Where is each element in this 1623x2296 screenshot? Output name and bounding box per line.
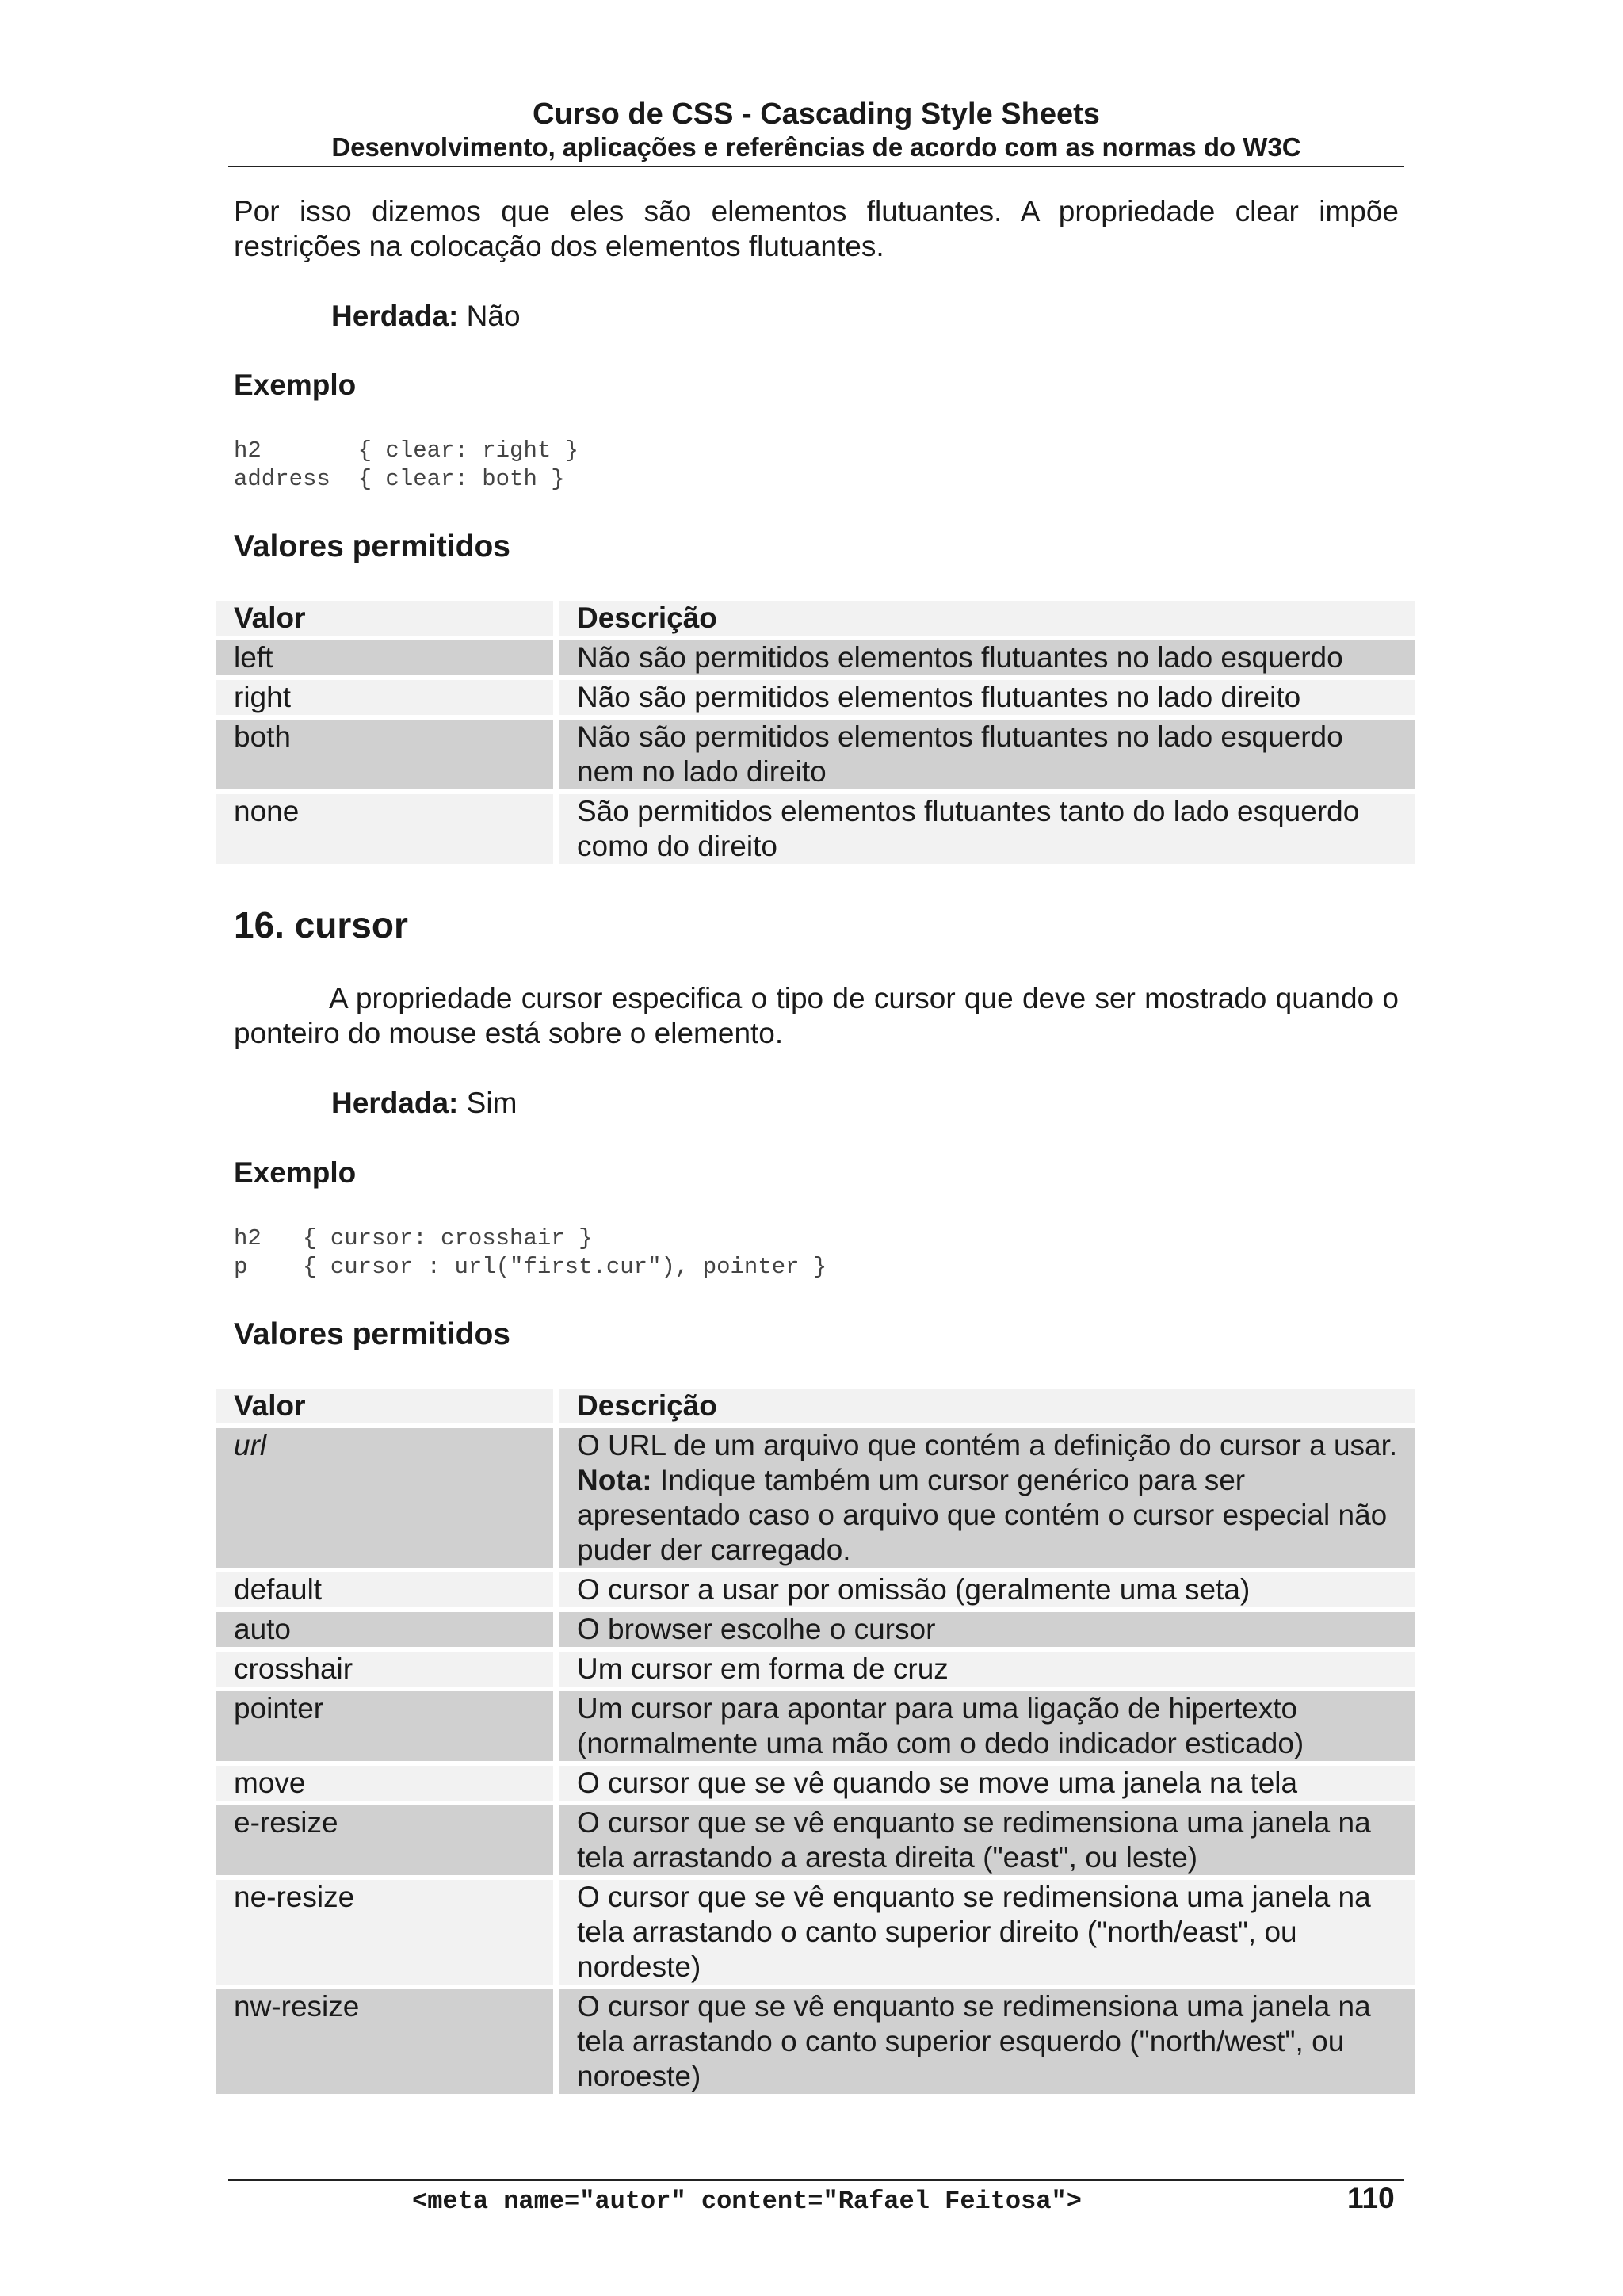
col-header-value: Valor: [216, 1389, 559, 1423]
url-desc-before: O URL de um arquivo que contém a definição do cursor a usar.: [577, 1429, 1398, 1461]
value-cell: pointer: [216, 1691, 559, 1761]
value-cell: nw-resize: [216, 1989, 559, 2094]
cursor-code-block: [234, 1224, 827, 1282]
inherited-value: Sim: [466, 1087, 517, 1119]
code-line: h2 { clear: right }: [234, 437, 579, 464]
table-row: [216, 1652, 1415, 1687]
value-cell: both: [216, 720, 559, 789]
value-cell: right: [216, 680, 559, 715]
desc-cell: Não são permitidos elementos flutuantes no lado esquerdo nem no lado direito: [559, 720, 1415, 789]
desc-cell: O cursor que se vê quando se move uma janela na tela: [559, 1766, 1415, 1801]
header-rule: [228, 166, 1404, 167]
cursor-values-heading: Valores permitidos: [234, 1317, 510, 1351]
desc-cell: O browser escolhe o cursor: [559, 1612, 1415, 1647]
table-row: [216, 1612, 1415, 1647]
table-row: [216, 1880, 1415, 1985]
table-row: [216, 1805, 1415, 1875]
value-cell: auto: [216, 1612, 559, 1647]
desc-cell: Não são permitidos elementos flutuantes no lado direito: [559, 680, 1415, 715]
url-desc-after: Indique também um cursor genérico para ser apresentado caso o arquivo que contém o cursor especial não puder der carregado.: [577, 1464, 1388, 1566]
value-cell: move: [216, 1766, 559, 1801]
col-header-desc: Descrição: [559, 601, 1415, 636]
desc-cell: O cursor que se vê enquanto se redimensiona uma janela na tela arrastando o canto superior esquerdo ("north/west", ou noroeste): [559, 1989, 1415, 2094]
value-cell: default: [216, 1572, 559, 1607]
table-header-row: [216, 1389, 1415, 1423]
footer-rule: [228, 2179, 1404, 2181]
clear-values-table: [216, 596, 1415, 869]
inherited-label: Herdada:: [331, 1087, 459, 1119]
note-label: Nota:: [577, 1464, 652, 1496]
value-cell: crosshair: [216, 1652, 559, 1687]
table-row: [216, 1989, 1415, 2094]
footer-meta-text: <meta name="autor" content="Rafael Feitosa">: [412, 2187, 1082, 2216]
cursor-inherited-line: [331, 1086, 517, 1121]
clear-values-heading: Valores permitidos: [234, 529, 510, 563]
table-row: [216, 1428, 1415, 1568]
desc-cell: Não são permitidos elementos flutuantes no lado esquerdo: [559, 640, 1415, 675]
value-cell: ne-resize: [216, 1880, 559, 1985]
value-cell: [216, 1428, 559, 1568]
table-header-row: [216, 601, 1415, 636]
code-line: p { cursor : url("first.cur"), pointer }: [234, 1254, 827, 1280]
cursor-intro-text: A propriedade cursor especifica o tipo de cursor que deve ser mostrado quando o ponteiro do mouse está sobre o elemento.: [234, 982, 1399, 1049]
table-row: [216, 680, 1415, 715]
table-row: [216, 794, 1415, 864]
table-row: [216, 1572, 1415, 1607]
cursor-example-heading: Exemplo: [234, 1156, 357, 1189]
clear-example-heading: Exemplo: [234, 369, 357, 401]
desc-cell: São permitidos elementos flutuantes tanto do lado esquerdo como do direito: [559, 794, 1415, 864]
url-value: url: [234, 1429, 267, 1461]
header-subtitle: Desenvolvimento, aplicações e referências de acordo com as normas do W3C: [331, 132, 1301, 162]
desc-cell: O cursor a usar por omissão (geralmente uma seta): [559, 1572, 1415, 1607]
desc-cell: [559, 1428, 1415, 1568]
cursor-values-table: [216, 1384, 1415, 2099]
table-row: [216, 720, 1415, 789]
desc-cell: O cursor que se vê enquanto se redimensiona uma janela na tela arrastando a aresta direita ("east", ou leste): [559, 1805, 1415, 1875]
value-cell: left: [216, 640, 559, 675]
inherited-label: Herdada:: [331, 300, 459, 332]
table-row: [216, 640, 1415, 675]
code-line: h2 { cursor: crosshair }: [234, 1225, 593, 1251]
running-header: [228, 97, 1404, 163]
cursor-intro-paragraph: [234, 981, 1399, 1051]
desc-cell: Um cursor em forma de cruz: [559, 1652, 1415, 1687]
desc-cell: Um cursor para apontar para uma ligação de hipertexto (normalmente uma mão com o dedo indicador esticado): [559, 1691, 1415, 1761]
clear-inherited-line: [331, 299, 521, 334]
clear-intro-paragraph: Por isso dizemos que eles são elementos flutuantes. A propriedade clear impõe restrições na colocação dos elementos flutuantes.: [234, 195, 1399, 262]
col-header-desc: Descrição: [559, 1389, 1415, 1423]
table-row: [216, 1691, 1415, 1761]
cursor-section-heading: 16. cursor: [234, 904, 408, 946]
table-row: [216, 1766, 1415, 1801]
desc-cell: O cursor que se vê enquanto se redimensiona uma janela na tela arrastando o canto superior direito ("north/east", ou nordeste): [559, 1880, 1415, 1985]
clear-code-block: [234, 437, 579, 494]
page-number: 110: [1347, 2182, 1395, 2214]
header-title: Curso de CSS - Cascading Style Sheets: [533, 97, 1100, 131]
value-cell: none: [216, 794, 559, 864]
col-header-value: Valor: [216, 601, 559, 636]
code-line: address { clear: both }: [234, 466, 565, 492]
value-cell: e-resize: [216, 1805, 559, 1875]
inherited-value: Não: [466, 300, 521, 332]
